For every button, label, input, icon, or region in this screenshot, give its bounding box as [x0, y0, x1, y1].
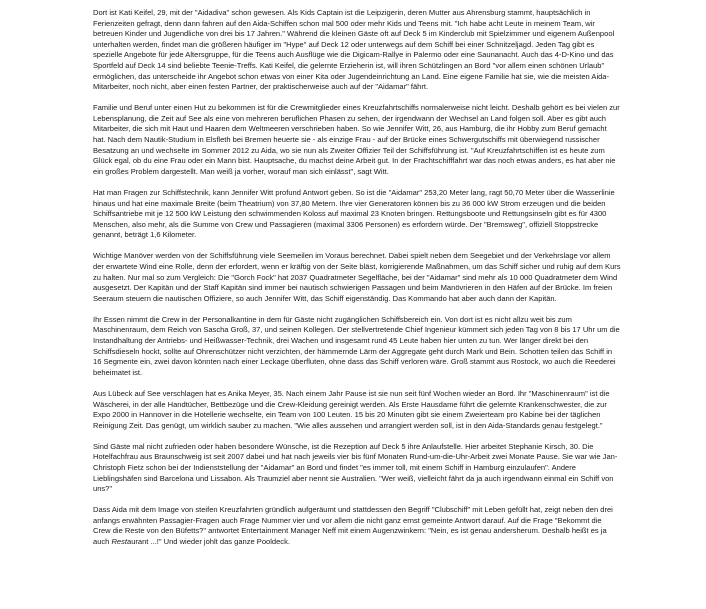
article-body — [93, 8, 621, 548]
paragraph-maneuvers: Wichtige Manöver werden von der Schiffsführung viele Seemeilen im Voraus berechnet. Dabei spielt neben dem Seegebiet und der Verkehrslage vor allem der erwartete Wind eine Rolle, denn der erfordert, wenn er kräftig von der Seite bläst, korrigierende Maßnahmen, um das Schiff sicher und ruhig auf dem Kurs zu halten. Nur mal so zum Vergleich: Die "Gorch Fock" hat 2037 Quadratmeter Segelfläche, bei der "Aidamar" sind mehr als 10 000 Quadratmeter dem Wind ausgesetzt. Der Kapitän und der Staff Kapitän sind immer bei nautisch schwierigen Passagen und beim Manövrieren in den Häfen auf der Brücke. Im freien Seeraum steuern die nautischen Offiziere, so auch Jennifer Witt, das Schiff eigenständig. Das Kommando hat aber auch dann der Kapitän. — [93, 251, 621, 303]
paragraph-engine-room: Ihr Essen nimmt die Crew in der Personalkantine in dem für Gäste nicht zugänglichen Schiffsbereich ein. Von dort ist es nicht allzu weit bis zum Maschinenraum, dem Reich von Sascha Groß, 37, und seinen Kollegen. Der stellvertretende Chief Ingenieur kümmert sich jeden Tag von 8 bis 17 Uhr um die Instandhaltung der Antriebs- und Heißwasser-Technik, drei Wachen und insgesamt rund 45 Leute haben hier unten zu tun. Wer länger direkt bei den Schiffsdieseln hockt, sollte auf Ohrenschützer nicht verzichten, der hämmernde Lärm der Aggregate geht durch Mark und Bein. Schotten teilen das Schiff in 16 Segmente ein, zwei davon könnten nach einer Leckage überfluten, ohne dass das Schiff verloren wäre. Groß stammt aus Rostock, wo auch die Reederei beheimatet ist. — [93, 314, 620, 377]
paragraph-kids-captain: Dort ist Kati Keifel, 29, mit der "Aidadiva" schon gewesen. Als Kids Captain ist die Leipzigerin, deren Mutter aus Ahrensburg stammt, hauptsächlich in Ferienzeiten gefragt, denn dann fahren auf den Aida-Schiffen schon mal 500 oder mehr Kids und Teens mit. "Ich habe acht Leute in meinem Team, wir betreuen Kinder und Jugendliche von drei bis 17 Jahren." Während die kleinen Gäste oft auf Deck 5 im Kinderclub mit Spielzimmer und eigenem Außenpool unterhalten werden, findet man die größeren häufiger im "Hype" auf Deck 12 oder unterwegs auf dem Schiff bei einer Schnitzeljagd. Jeden Tag gibt es spezielle Angebote für jede Altersgruppe, für die Teens auch Ausflüge wie die Digicam-Rallye in Palermo oder eine Saunanacht. Auch das 4-D-Kino und das Sportfeld auf Deck 14 sind beliebte Teenie-Treffs. Kati Keifel, die gelernte Erzieherin ist, will ihren Schützlingen an Bord "vor allem einen schönen Urlaub" ermöglichen, das unterscheide ihr Angebot schon etwas von einer Kita oder Jugendeinrichtung an Land. Eine eigene Familie hat sie, wie die meisten Aida-Mitarbeiter, noch nicht, aber einen festen Partner, der praktischerweise auch auf der "Aidamar" fährt. — [93, 8, 615, 92]
paragraph-ship-technology: Hat man Fragen zur Schiffstechnik, kann Jennifer Witt profund Antwort geben. So ist die "Aidamar" 253,20 Meter lang, ragt 50,70 Meter über die Wasserlinie hinaus und hat eine maximale Breite (beim Theatrium) von 37,80 Metern. Ihre vier Generatoren können bis zu 36 000 kW Strom erzeugen und die beiden Schiffsantriebe mit je 12 500 kW Leistung den schwimmenden Koloss auf maximal 23 Knoten bringen. Rettungsboote und Rettungsinseln gibt es für 4300 Menschen, also mehr, als die Summe von Crew und Passagieren (maximal 3306 Personen) es erfordern würde. Der "Bremsweg", offiziell Stoppstrecke genannt, beträgt 1,6 Kilometer. — [93, 187, 615, 240]
paragraph-clubschiff-text-end: aurant ...!" Und wieder johlt das ganze Pooldeck. — [127, 537, 290, 547]
paragraph-clubschiff-text: Dass Aida mit dem Image von steifen Kreuzfahrten gründlich aufgeräumt und stattdessen den Begriff "Clubschiff" mit Leben gefüllt hat, zeigt neben den drei anfangs erwähnten Passagier-Fragen auch Frage Nummer vier und vor allem die nicht ganz ernst gemeinte Antwort darauf. Auf die Frage "Bekommt die Crew die Reste von den Büfetts?" antwortet Entertainment Manager Neff mit einem Augenzwinkern: "Nein, es ist genau andersherum. Deshalb heißt es ja auch — [93, 505, 613, 547]
paragraph-laundry: Aus Lübeck auf See verschlagen hat es Anika Meyer, 35. Nach einem Jahr Pause ist sie nun seit fünf Wochen wieder an Bord. Ihr "Maschinenraum" ist die Wäscherei, in der alle Handtücher, Bettbezüge und die Crew-Kleidung gereinigt werden. Als Erste Hausdame führt die gelernte Krankenschwester, die zur Expo 2000 in Hannover in die Hotellerie wechselte, ein Team von 100 Leuten. 15 bis 20 Minuten gibt sie einem Zweierteam pro Kabine bei der täglichen Reinigung Zeit. Das genügt, um wirklich sauber zu machen. "Wie alles aussehen und arrangiert werden soll, ist in den Aida-Standards genau festgelegt." — [93, 388, 610, 430]
emphasis-rest: Rest — [111, 537, 127, 547]
paragraph-reception: Sind Gäste mal nicht zufrieden oder haben besondere Wünsche, ist die Rezeption auf Deck 5 ihre Anlaufstelle. Hier arbeitet Stephanie Kirsch, 30. Die Hotelfachfrau aus Braunschweig ist seit 2007 dabei und hat nach jeweils vier bis fünf Monaten Rund-um-die-Uhr-Arbeit zwei Monate Pause. Sie war wie Jan-Christoph Fietz schon bei der Indienststellung der "Aidamar" an Bord und findet "es immer toll, mit einem Schiff in Hamburg einzulaufen". Andere Lieblingshäfen sind Barcelona und Lissabon. Als Traumziel aber nennt sie Australien. "Wer weiß, vielleicht fährt da ja auch irgendwann einmal ein Schiff von uns?" — [93, 441, 618, 494]
paragraph-family-and-career: Familie und Beruf unter einen Hut zu bekommen ist für die Crewmitglieder eines Kreuzfahrtschiffs normalerweise nicht leicht. Deshalb gehört es bei vielen zur Lebensplanung, die Zeit auf See als eine von mehreren beruflichen Phasen zu sehen, der irgendwann der Wechsel an Land folgen soll. Aber es gibt auch Mitarbeiter, die sich mit Haut und Haaren dem Weltmeeren verschrieben haben. So wie Jennifer Witt, 26, aus Hamburg, die ihr Hobby zum Beruf gemacht hat. Nach dem Nautik-Studium in Elsfleth bei Bremen heuerte sie - als einzige Frau - auf der Brücke eines Schwergutschiffs mit überwiegend russischer Besatzung an und wechselte im Sommer 2012 zu Aida, wo sie nun als Zweiter Offizier Teil der Schiffsführung ist. "Auf Kreuzfahrtschiffen ist es heute zum Glück egal, ob du eine Frau oder ein Mann bist. Hauptsache, du machst deine Arbeit gut. In der Frachtschifffahrt war das noch etwas anders, es hat aber nie ein großes Problem dargestellt. Man weiß ja vorher, worauf man sich einlässt", sagt Witt. — [93, 103, 620, 176]
paragraph-clubschiff — [93, 505, 621, 547]
